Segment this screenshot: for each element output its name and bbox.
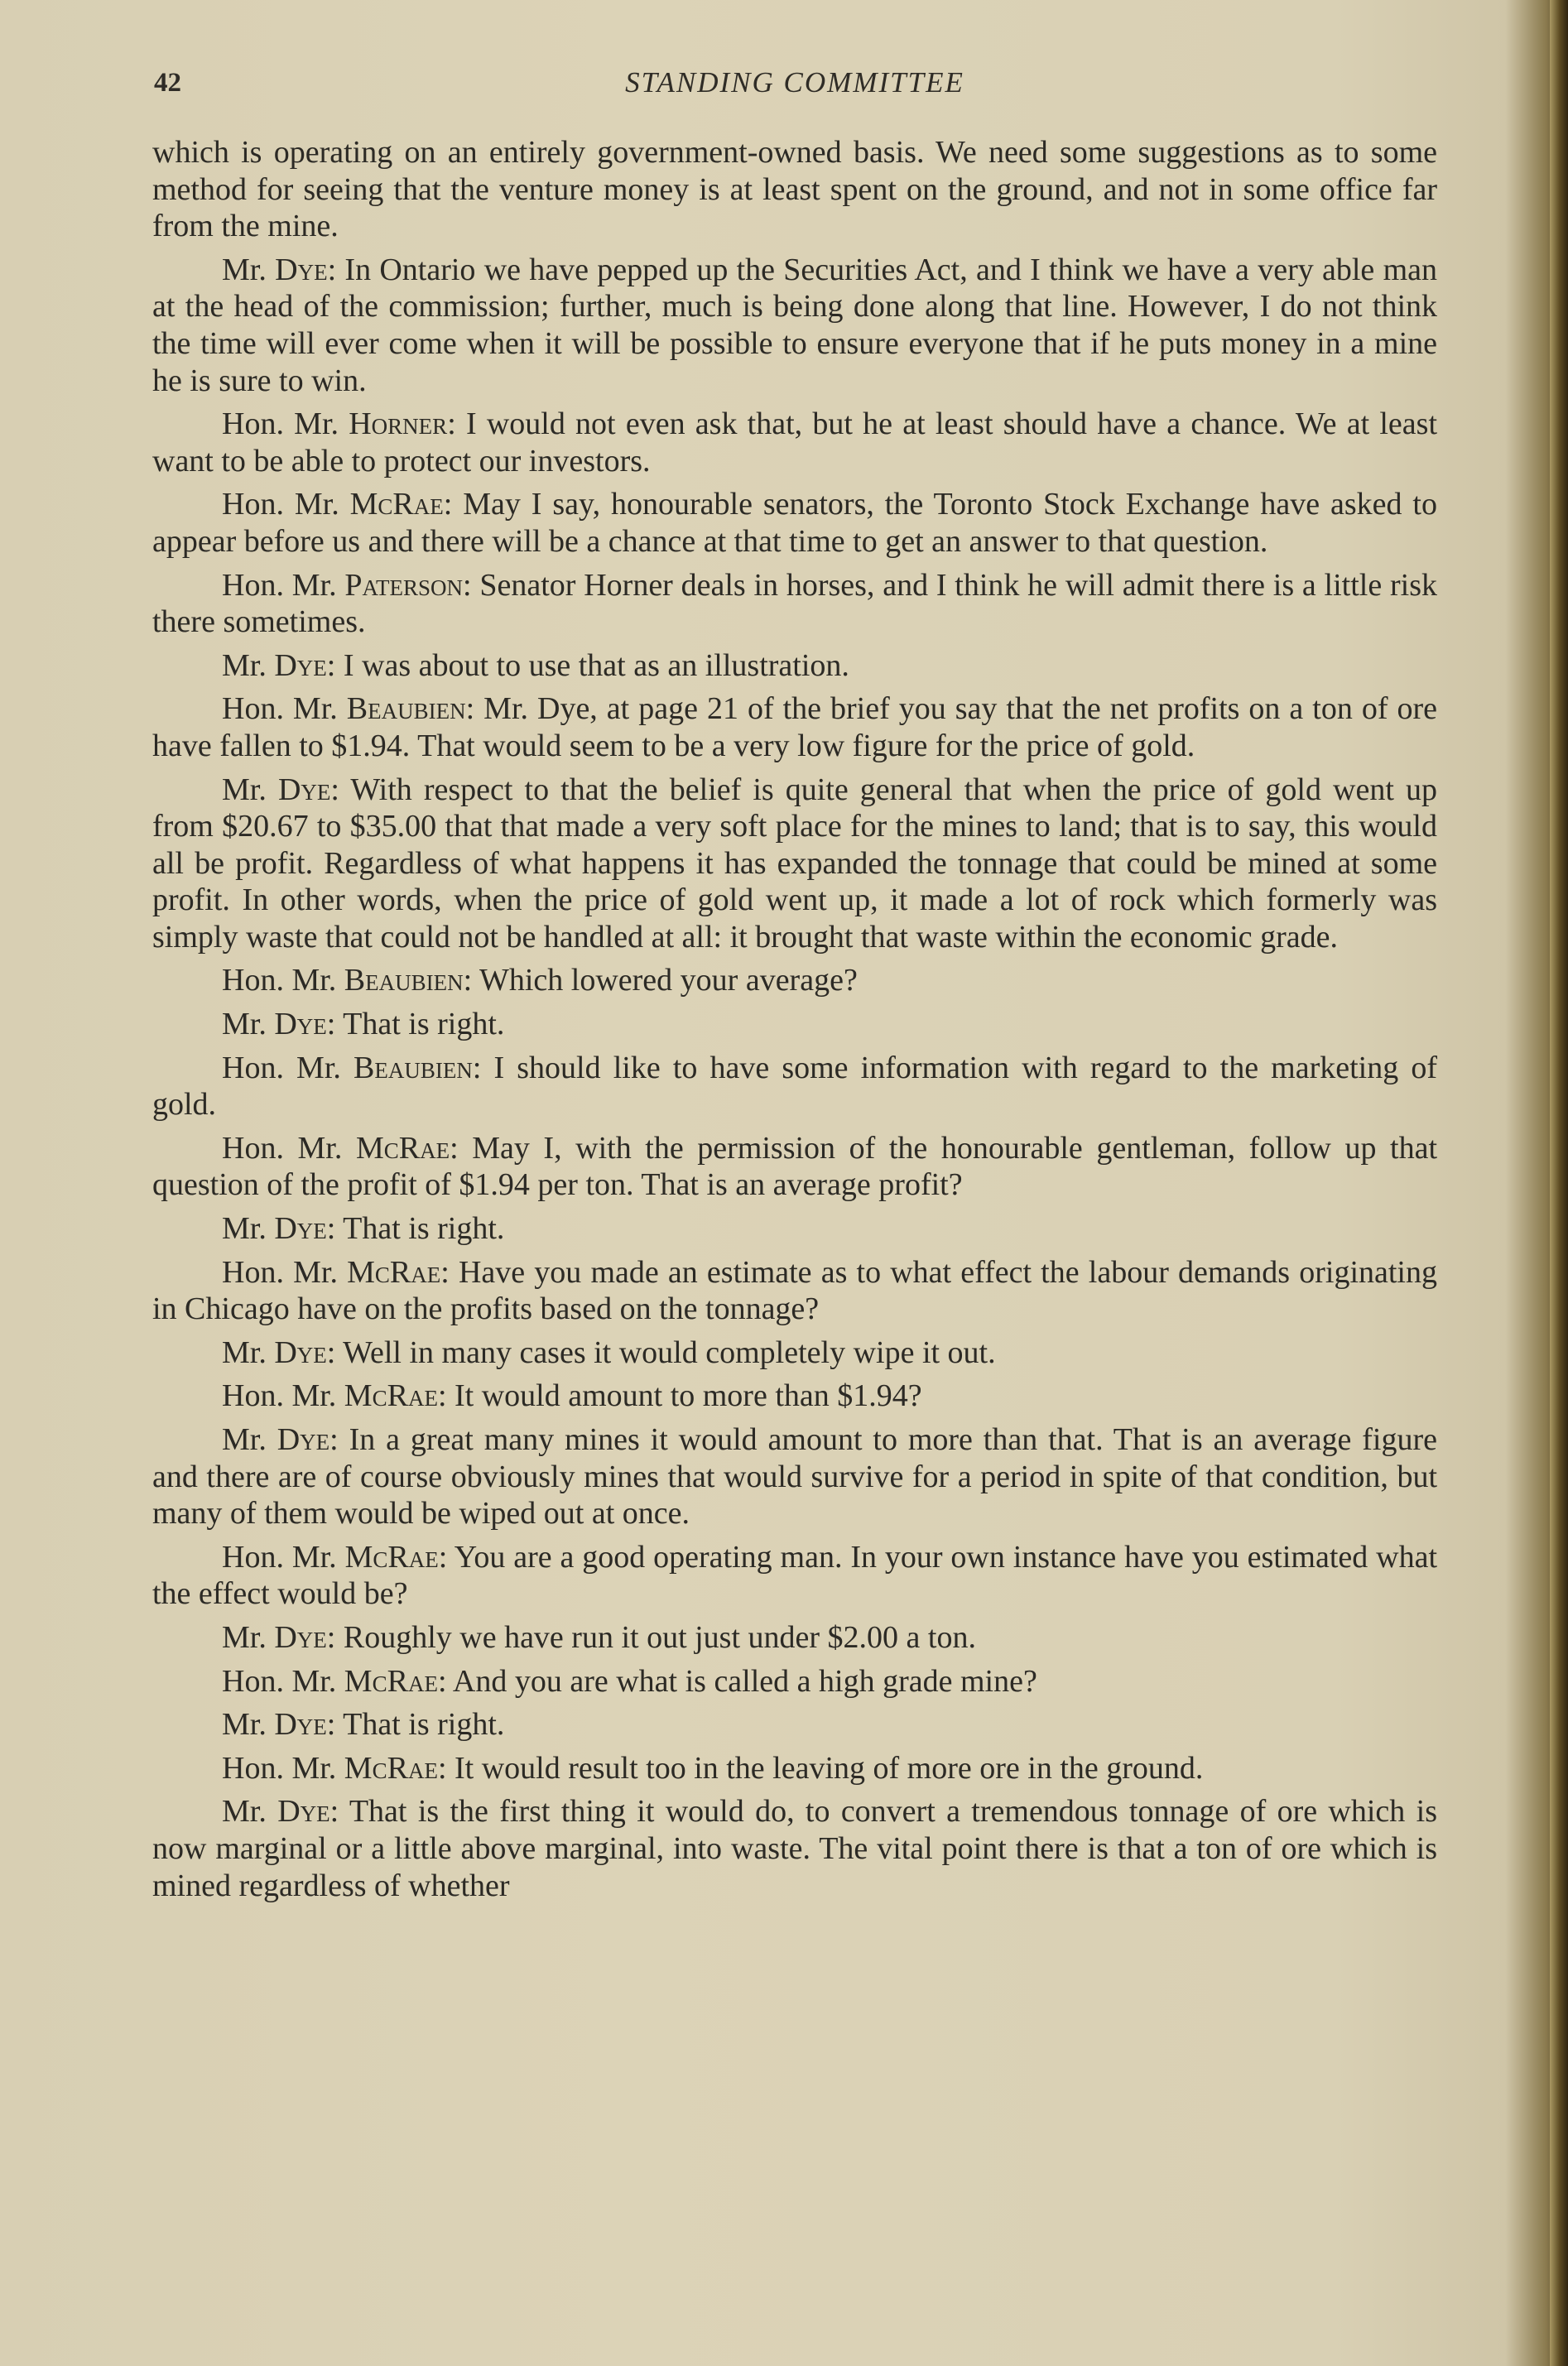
speaker-name: Beaubien (346, 691, 466, 727)
speaker-name: Dye (274, 1619, 327, 1655)
transcript-body (152, 134, 1437, 1911)
speaker-title: Hon. Mr. (222, 1539, 345, 1575)
speaker-title: Hon. Mr. (222, 1254, 348, 1290)
speaker-name: McRae (344, 1378, 438, 1414)
speaker-title: Hon. Mr. (222, 1378, 344, 1414)
speaker-name: Dye (274, 647, 327, 683)
speaker-title: Hon. Mr. (222, 1750, 344, 1786)
speech-text: : Which lowered your average? (463, 963, 858, 998)
speaker-paragraph (152, 690, 1437, 764)
speech-text: : That is right. (326, 1007, 505, 1042)
speaker-title: Mr. (222, 1211, 275, 1247)
speaker-paragraph (152, 1130, 1437, 1204)
speech-text: : Have you made an estimate as to what effect the labour demands originating in Chicago have on the profits based on the tonnage? (152, 1254, 1437, 1327)
running-head: STANDING COMMITTEE (625, 66, 964, 99)
speech-text: : That is right. (326, 1707, 505, 1743)
speech-text: : In a great many mines it would amount to more than that. That is an average figure and there are of course obviously mines that would survive for a period in spite of that condition, but many of them would be wiped out at once. (152, 1422, 1437, 1532)
speaker-name: Dye (277, 1794, 330, 1830)
speaker-paragraph (152, 567, 1437, 641)
speaker-name: McRae (344, 1539, 439, 1575)
speaker-name: McRae (355, 1130, 450, 1166)
speech-text: : You are a good operating man. In your own instance have you estimated what the effect would be? (152, 1539, 1437, 1612)
speaker-name: Dye (274, 1334, 327, 1370)
speaker-name: Dye (275, 252, 328, 287)
speaker-name: McRae (347, 1254, 441, 1290)
speaker-name: McRae (349, 487, 444, 522)
speaker-name: Dye (274, 1211, 327, 1247)
speech-text: : May I, with the permission of the honourable gentleman, follow up that question of the profit of $1.94 per ton. That is an average profit? (152, 1130, 1437, 1203)
speaker-title: Mr. (222, 1794, 278, 1830)
speaker-name: Dye (274, 1007, 327, 1042)
speaker-paragraph (152, 647, 1437, 685)
speech-text: : It would result too in the leaving of more ore in the ground. (437, 1750, 1204, 1786)
speaker-paragraph (152, 1750, 1437, 1787)
speaker-paragraph (152, 1539, 1437, 1613)
speaker-title: Mr. (222, 252, 276, 287)
speaker-title: Hon. Mr. (222, 691, 347, 727)
speaker-title: Hon. Mr. (222, 1050, 354, 1085)
speaker-paragraph (152, 1663, 1437, 1700)
speaker-name: Dye (274, 1707, 327, 1743)
speaker-name: McRae (344, 1663, 438, 1699)
speaker-paragraph (152, 1210, 1437, 1248)
speaker-paragraph (152, 1793, 1437, 1904)
speaker-paragraph (152, 406, 1437, 479)
speaker-name: Beaubien (344, 963, 464, 998)
speaker-paragraph (152, 1006, 1437, 1043)
speech-text: which is operating on an entirely government-owned basis. We need some suggestions as to some method for seeing that the venture money is at least spent on the ground, and not in some office far from the mine. (152, 135, 1437, 244)
speaker-paragraph (152, 1706, 1437, 1743)
speaker-name: Beaubien (354, 1050, 473, 1085)
speaker-title: Hon. Mr. (222, 567, 345, 603)
speech-text: : I should like to have some information with regard to the marketing of gold. (152, 1050, 1437, 1123)
speech-text: : May I say, honourable senators, the Toronto Stock Exchange have asked to appear before us and there will be a chance at that time to get an answer to that question. (152, 487, 1437, 559)
speaker-title: Hon. Mr. (222, 1663, 344, 1699)
speaker-title: Mr. (222, 772, 278, 807)
speaker-paragraph (152, 486, 1437, 560)
speaker-name: McRae (344, 1750, 438, 1786)
speech-text: : It would amount to more than $1.94? (437, 1378, 922, 1414)
speech-text: : Mr. Dye, at page 21 of the brief you say that the net profits on a ton of ore have fallen to $1.94. That would seem to be a very low figure for the price of gold. (152, 691, 1437, 763)
speech-text: : And you are what is called a high grade mine? (437, 1663, 1037, 1699)
speech-text: : Roughly we have run it out just under $2.00 a ton. (326, 1619, 976, 1655)
speech-text: : I was about to use that as an illustration. (326, 647, 849, 683)
speaker-paragraph (152, 1334, 1437, 1372)
speaker-name: Dye (277, 772, 331, 807)
speech-text: : In Ontario we have pepped up the Securities Act, and I think we have a very able man at the head of the commission; further, much is being done along that line. However, I do not think the time will ever come when it will be possible to ensure everyone that if he puts money in a mine he is sure to win. (152, 252, 1437, 398)
speaker-paragraph (152, 1619, 1437, 1657)
speech-text: : That is right. (326, 1211, 505, 1247)
speaker-name: Paterson (344, 567, 464, 603)
speaker-title: Hon. Mr. (222, 1130, 356, 1166)
speaker-paragraph (152, 1254, 1437, 1328)
speaker-title: Hon. Mr. (222, 487, 350, 522)
speaker-paragraph (152, 1050, 1437, 1123)
speaker-title: Mr. (222, 1334, 275, 1370)
speech-text: : That is the first thing it would do, to convert a tremendous tonnage of ore which is now marginal or a little above marginal, into waste. The vital point there is that a ton of ore which is mined regardless of whether (152, 1794, 1437, 1903)
speaker-paragraph (152, 1421, 1437, 1532)
page-header (154, 65, 1436, 104)
speaker-title: Mr. (222, 1619, 275, 1655)
speaker-name: Dye (277, 1422, 330, 1457)
speaker-title: Mr. (222, 1007, 275, 1042)
speaker-title: Mr. (222, 1707, 275, 1743)
speaker-paragraph (152, 252, 1437, 399)
speaker-paragraph (152, 962, 1437, 999)
speaker-title: Mr. (222, 1422, 277, 1457)
speech-text: : Senator Horner deals in horses, and I think he will admit there is a little risk there sometimes. (152, 567, 1437, 640)
speech-text: : With respect to that the belief is quite general that when the price of gold went up from $20.67 to $35.00 that that made a very soft place for the mines to land; that is to say, this would all be profit. Regardless of what happens it has expanded the tonnage that could be mined at some profit. In other words, when the price of gold went up, it made a lot of rock which formerly was simply waste that could not be handled at all: it brought that waste within the economic grade. (152, 772, 1437, 955)
page-number: 42 (154, 68, 181, 98)
speaker-title: Mr. (222, 647, 275, 683)
speech-text: : I would not even ask that, but he at least should have a chance. We at least want to be able to protect our investors. (152, 406, 1437, 478)
continued-paragraph (152, 134, 1437, 245)
speaker-title: Hon. Mr. (222, 963, 344, 998)
speaker-paragraph (152, 772, 1437, 956)
speaker-name: Horner (349, 406, 448, 442)
book-spine-edge (1550, 0, 1568, 2366)
speaker-title: Hon. Mr. (222, 406, 349, 442)
speech-text: : Well in many cases it would completely wipe it out. (326, 1334, 996, 1370)
speaker-paragraph (152, 1378, 1437, 1415)
